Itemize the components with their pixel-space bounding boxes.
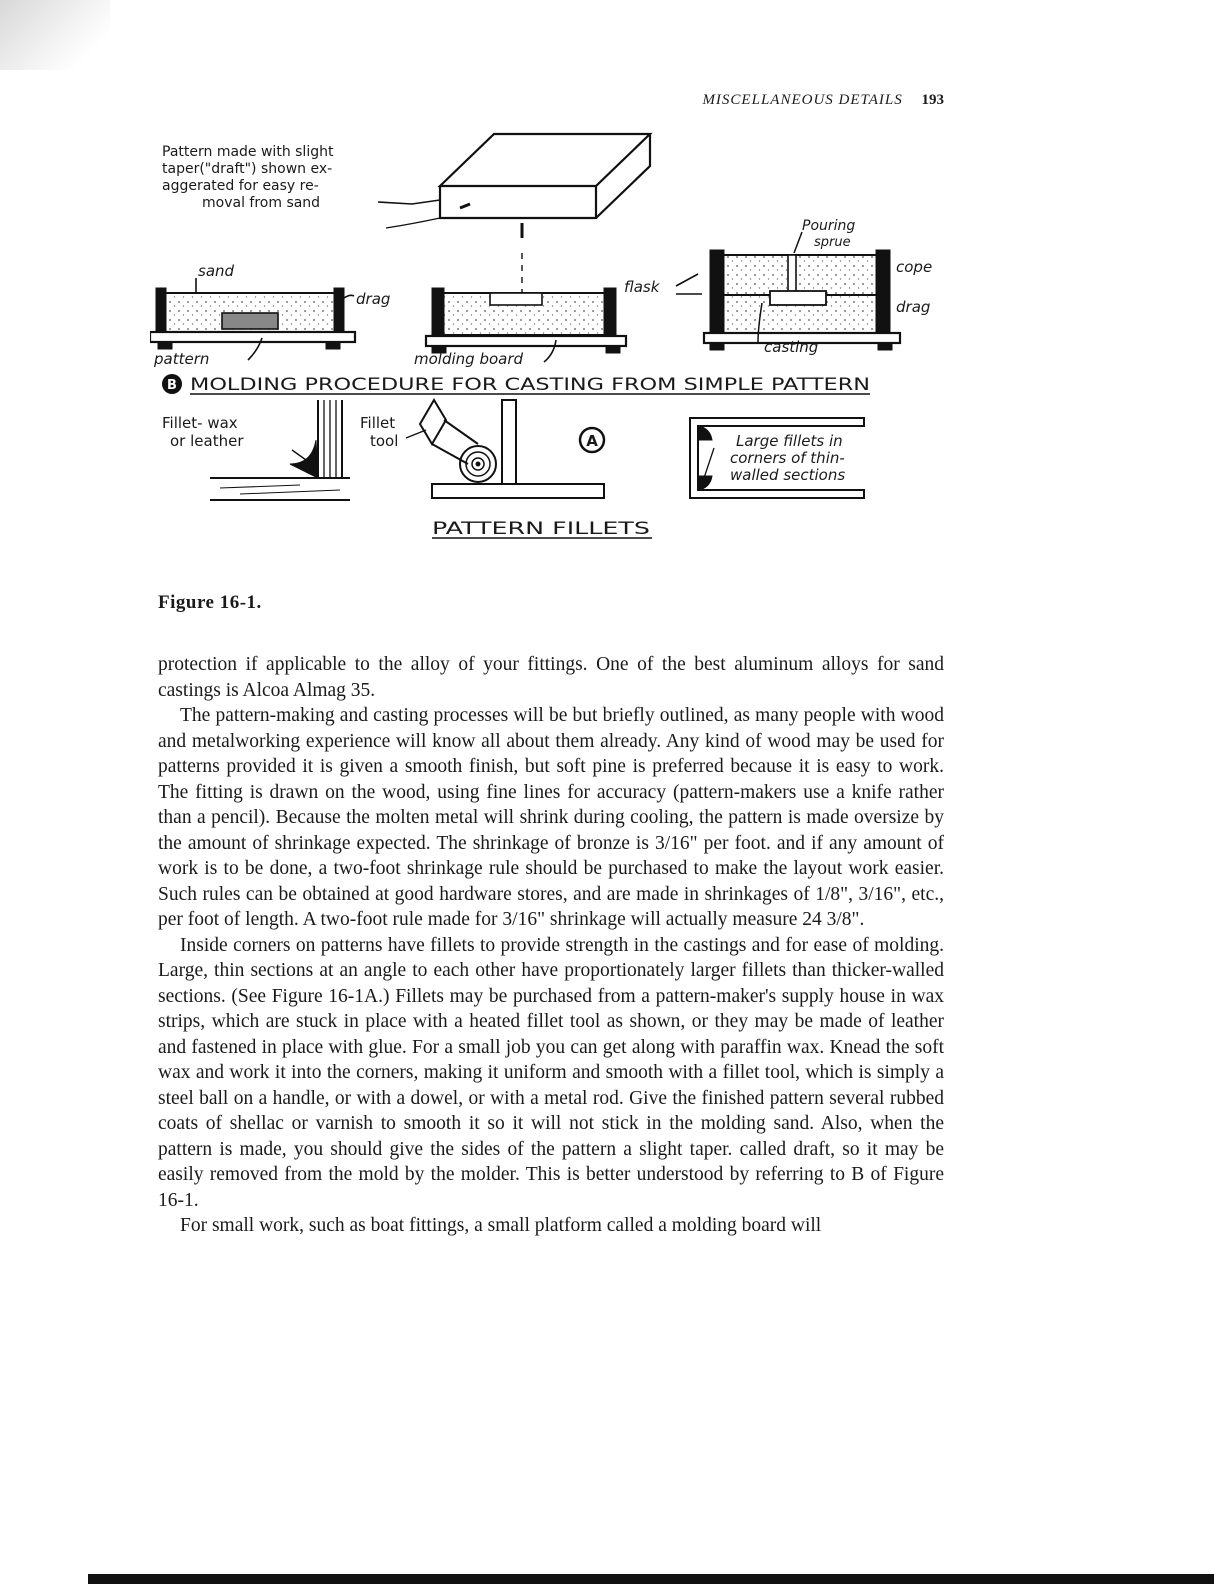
draft-note-line-4: moval from sand xyxy=(202,195,321,211)
running-title: MISCELLANEOUS DETAILS xyxy=(702,92,903,108)
label-large-fillets-2: corners of thin- xyxy=(730,449,845,467)
pattern-block-drawing xyxy=(378,134,650,303)
fillet-tool-drawing xyxy=(406,400,604,498)
label-fillet-tool-2: tool xyxy=(370,432,399,450)
section-b-marker: B xyxy=(167,378,177,393)
label-large-fillets-3: walled sections xyxy=(730,466,846,484)
marker-a xyxy=(580,428,604,452)
draft-note-line-1: Pattern made with slight xyxy=(162,144,334,160)
section-b-heading xyxy=(162,374,870,395)
cope-and-drag-drawing xyxy=(676,232,900,350)
scan-shadow xyxy=(0,0,110,70)
label-fillet-tool-1: Fillet xyxy=(360,414,396,432)
figure-caption: Figure 16-1. xyxy=(158,592,262,613)
label-pouring: Pouring xyxy=(802,218,856,234)
label-sprue: sprue xyxy=(814,235,851,250)
draft-note xyxy=(162,144,334,211)
label-sand: sand xyxy=(198,262,235,280)
label-drag-2: drag xyxy=(896,298,931,316)
page-number: 193 xyxy=(921,92,944,108)
marker-a-letter: A xyxy=(586,432,598,450)
label-cope: cope xyxy=(896,258,933,276)
paragraph-2: The pattern-making and casting processes will be but briefly outlined, as many people with wood and metalworking experience will know all about them already. Any kind of wood may be used for patterns provided it is given a smooth finish, but soft pine is preferred because it is easy to work. The fitting is drawn on the wood, using fine lines for accuracy (pattern-makers use a knife rather than a pencil). Because the molten metal will shrink during cooling, the pattern is made oversize by the amount of shrinkage expected. The shrinkage of bronze is 3/16" per foot. and if any amount of work is to be done, a two-foot shrinkage rule should be purchased to make the layout work easier. Such rules can be obtained at good hardware stores, and are made in shrinkages of 1/8", 3/16", etc., per foot of length. A two-foot rule made for 3/16" shrinkage will actually measure 24 3/8". xyxy=(158,705,944,930)
draft-note-line-3: aggerated for easy re- xyxy=(162,178,319,194)
paragraph-1: protection if applicable to the alloy of your fittings. One of the best aluminum alloys for sand castings is Alcoa Almag 35. xyxy=(158,654,944,701)
body-text xyxy=(158,652,944,1239)
label-fillet-wax: Fillet- wax xyxy=(162,414,238,432)
paragraph-3: Inside corners on patterns have fillets to provide strength in the castings and for ease of molding. Large, thin sections at an angle to each other have proportionately larger fillets than thicker-walled sections. (See Figure 16-1A.) Fillets may be purchased from a pattern-maker's supply house in wax strips, which are stuck in place with a heated fillet tool as shown, or they may be made of leather and fastened in place with glue. For a small job you can get along with paraffin wax. Knead the soft wax and work it into the corners, making it uniform and smooth with a fillet tool, which is simply a steel ball on a handle, or with a dowel, or with a metal rod. Give the finished pattern several rubbed coats of shellac or varnish to smooth it so it will not stick in the molding sand. Also, when the pattern is made, you should give the sides of the pattern a slight taper. called draft, so it may be easily removed from the mold by the molder. This is better understood by referring to B of Figure 16-1. xyxy=(158,934,944,1211)
scan-edge-bar xyxy=(88,1574,1214,1584)
pattern-fillets-title: PATTERN FILLETS xyxy=(432,519,650,539)
label-flask: flask xyxy=(624,278,660,296)
figure-16-1-illustration xyxy=(150,128,950,558)
label-drag-1: drag xyxy=(356,290,391,308)
label-large-fillets-1: Large fillets in xyxy=(736,432,843,450)
label-fillet-leather: or leather xyxy=(170,432,244,450)
label-casting: casting xyxy=(764,338,819,356)
drag-with-pattern-drawing xyxy=(150,278,355,360)
draft-note-line-2: taper("draft") shown ex- xyxy=(162,161,333,177)
label-molding-board: molding board xyxy=(414,350,524,368)
label-pattern: pattern xyxy=(154,350,210,368)
section-b-title: MOLDING PROCEDURE FOR CASTING FROM SIMPLE PATTERN xyxy=(190,375,870,395)
running-head xyxy=(560,92,944,109)
paragraph-4: For small work, such as boat fittings, a small platform called a molding board will xyxy=(180,1215,822,1236)
